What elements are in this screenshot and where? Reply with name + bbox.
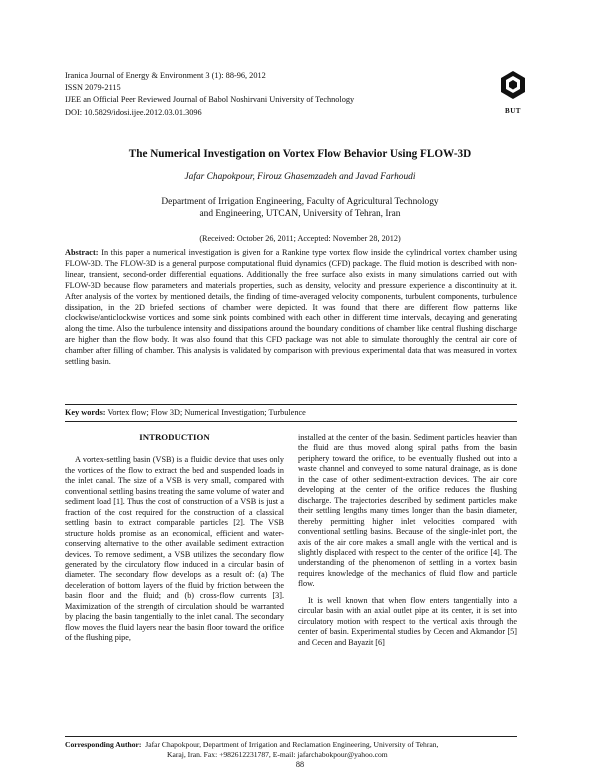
corresponding-line: Jafar Chapokpour, Department of Irrigation and Reclamation Engineering, University of Tehran, [145, 740, 439, 749]
corresponding-label: Corresponding Author: [65, 740, 142, 749]
affiliation [60, 196, 540, 220]
authors: Jafar Chapokpour, Firouz Ghasemzadeh and Javad Farhoudi [184, 172, 416, 182]
corresponding-author [65, 740, 517, 761]
university-logo [500, 70, 526, 115]
journal-citation: Iranica Journal of Energy & Environment 3 (1): 88-96, 2012 [65, 71, 266, 80]
keywords-text: Vortex flow; Flow 3D; Numerical Investigation; Turbulence [107, 408, 306, 417]
paragraph: A vortex-settling basin (VSB) is a fluidic device that uses only the vortices of the flow to extract the bed and suspended loads in the inlet canal. The size of a VSB is very small, compared with conventional settling basins treating the same volume of water and sediment load [1]. Thus the cost of construction of a VSB is just a fraction of the cost required for the construction of a classical settling basin to extract comparable particles [2]. The VSB structure holds promise as an economical, efficient and water-conserving alternative to the other available sediment extraction devices. To remove sediment, a VSB utilizes the secondary flow generated by the circulatory flow induced in a circular basin of diameter. The secondary flow develops as a result of: (a) The deceleration of bottom layers of the fluid by friction between the basin floor and the fluid; and (b) cross-flow currents [3]. Maximization of the strength of circulation should be warranted by placing the basin tangentially to the inlet canal. The secondary flow moves the fluid layers near the basin floor toward the orifice of the flushing pipe, [65, 455, 284, 643]
journal-info [65, 70, 354, 119]
keywords-label: Key words: [65, 408, 106, 417]
doi: DOI: 10.5829/idosi.ijee.2012.03.01.3096 [65, 107, 202, 117]
divider [65, 421, 517, 422]
corresponding-line: Karaj, Iran. Fax: +982612231787, E-mail: jafarchabokpour@yahoo.com [167, 750, 388, 760]
abstract [65, 248, 517, 368]
right-column [298, 433, 517, 648]
paper-title: The Numerical Investigation on Vortex Flow Behavior Using FLOW-3D [128, 148, 472, 160]
affiliation-line: Department of Irrigation Engineering, Faculty of Agricultural Technology [161, 197, 439, 207]
issn: ISSN 2079-2115 [65, 83, 121, 93]
paragraph: It is well known that when flow enters tangentially into a circular basin with an axial outlet pipe at its center, it is set into circulatory motion with respect to the vertical axis through the center of basin. Experimental studies by Cecen and Akmandor [5] and Cecen and Bayazit [6] [298, 595, 517, 647]
footer-divider [65, 736, 517, 737]
affiliation-line: and Engineering, UTCAN, University of Tehran, Iran [199, 209, 401, 219]
divider [65, 404, 517, 405]
received-dates: (Received: October 26, 2011; Accepted: November 28, 2012) [199, 234, 401, 243]
paragraph: installed at the center of the basin. Sediment particles heavier than the fluid are thus moved along spiral paths from the basin periphery toward the orifice, to be eventually flushed out into a waste channel and conveyed to some natural drainage, as is done in the case of other sediment-extraction devices. The air core developing at the center of the orifice reduces the flushing discharge. The trajectories described by sediment particles make their settling lengths many times longer than the basin diameter, thereby permitting higher inlet velocities compared with conventional settling basins. Because of the single-inlet port, the axis of the air core makes a small angle with the vertical and is slightly displaced with respect to the center of the orifice [4]. The understanding of the phenomenon of settling in a vortex basin requires knowledge of the mechanics of fluid flow and particle flow. [298, 433, 517, 589]
page-number: 88 [295, 760, 305, 769]
section-heading: INTRODUCTION [139, 432, 210, 442]
hexagon-logo-icon [500, 70, 526, 100]
journal-description: IJEE an Official Peer Reviewed Journal of Babol Noshirvani University of Technology [65, 95, 355, 105]
keywords [65, 408, 517, 417]
left-column [65, 432, 284, 644]
abstract-text: In this paper a numerical investigation is given for a Rankine type vortex flow inside the cylindrical vortex chamber using FLOW-3D. The FLOW-3D is a general purpose computational fluid dynamics (CFD) package. The fluid motion is described with non-linear, transient, second-order differential equations. Additionally the free surface also exists in many simulations carried out with FLOW-3D because flow parameters and materials properties, such as density, velocity and pressure experience a discontinuity at it. After analysis of the vortex by mentioned details, the finding of time-averaged velocity components, turbulent components, turbulence dissipation, in the 2D briefed sections of chamber were depicted. It was found that there are different flow patterns like clockwise/anticlockwise vortices and some sink points combined with each other in different time intervals, decaying and generating along the time. Also the turbulence intensity and dissipations around the boundary conditions of chamber like central flushing discharge are higher than the flow body. It was also found that this CFD package was not able to simulate thoroughly the central air core of chamber after filling of chamber. This analysis is validated by comparison with previous experimental data that was measured in vortex settling basin. [65, 248, 518, 367]
abstract-label: Abstract: [65, 248, 99, 257]
logo-label: BUT [505, 107, 521, 115]
